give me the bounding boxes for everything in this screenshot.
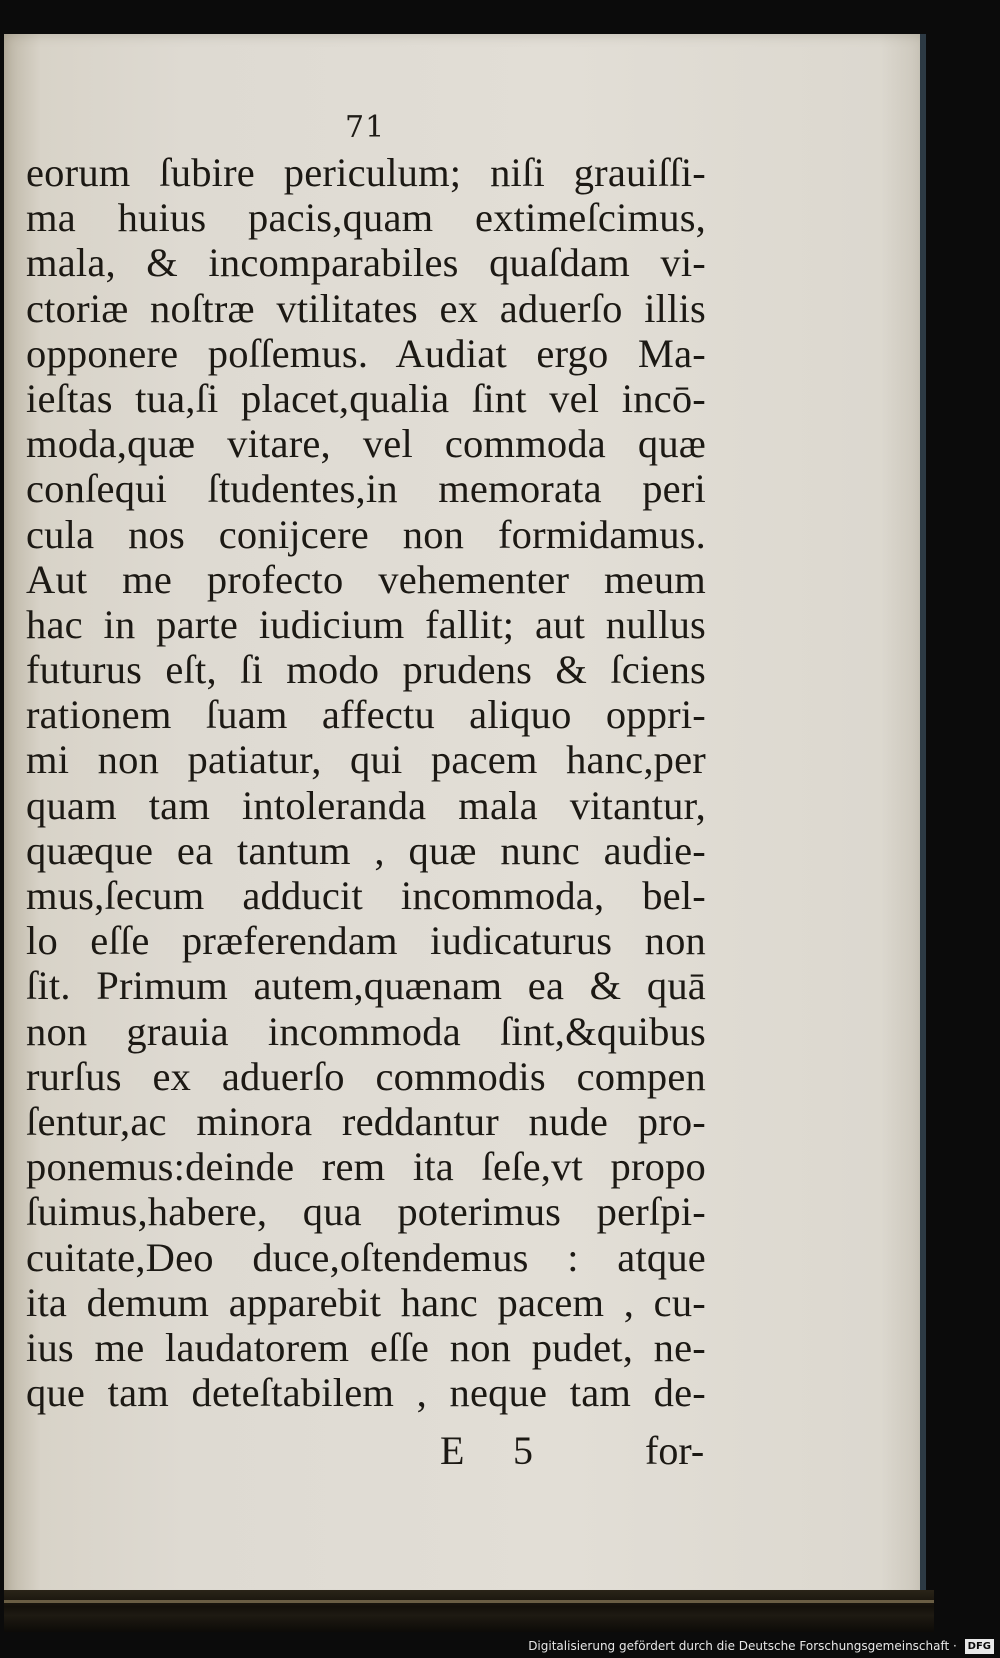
credit-text: Digitalisierung gefördert durch die Deutsche Forschungsgemeinschaft · — [528, 1639, 957, 1653]
text-line: hac in parte iudicium fallit; aut nullus — [26, 601, 706, 647]
text-line: rationem ſuam affectu aliquo oppri- — [26, 692, 706, 738]
text-line: futurus eſt, ſi modo prudens & ſciens — [26, 647, 706, 693]
text-line: ſuimus,habere, qua poterimus perſpi- — [26, 1189, 706, 1235]
text-line: cula nos conijcere non formidamus. — [26, 511, 706, 557]
digitization-credit — [528, 1636, 994, 1656]
text-line: quam tam intoleranda mala vitantur, — [26, 782, 706, 828]
text-line: moda,quæ vitare, vel commoda quæ — [26, 421, 706, 467]
text-line: mala, & incomparabiles quaſdam vi- — [26, 240, 706, 286]
text-line: ius me laudatorem eſſe non pudet, ne- — [26, 1324, 706, 1370]
book-bottom-edge — [4, 1590, 934, 1632]
page-edge — [920, 34, 926, 1602]
text-line: quæque ea tantum , quæ nunc audie- — [26, 827, 706, 873]
text-line: cuitate,Deo duce,oſtendemus : atque — [26, 1234, 706, 1280]
text-line: non grauia incommoda ſint,&quibus — [26, 1008, 706, 1054]
dfg-logo: DFG — [965, 1639, 994, 1654]
text-line: mi non patiatur, qui pacem hanc,per — [26, 737, 706, 783]
text-line: ſit. Primum autem,quænam ea & quā — [26, 963, 706, 1009]
text-line: lo eſſe præferendam iudicaturus non — [26, 918, 706, 964]
signature-number: 5 — [513, 1428, 533, 1473]
text-line: rurſus ex aduerſo commodis compen — [26, 1053, 706, 1099]
text-line: que tam deteſtabilem , neque tam de- — [26, 1370, 706, 1416]
page-number: 71 — [345, 110, 386, 145]
text-line: mus,ſecum adducit incommoda, bel- — [26, 873, 706, 918]
text-line: ita demum apparebit hanc pacem , cu- — [26, 1279, 706, 1325]
text-line: ctoriæ noſtræ vtilitates ex aduerſo illis — [26, 285, 706, 331]
text-line: conſequi ſtudentes,in memorata peri — [26, 466, 706, 512]
text-line: ma huius pacis,quam extimeſcimus, — [26, 195, 706, 241]
text-line: ſentur,ac minora reddantur nude pro- — [26, 1098, 706, 1144]
text-line: Aut me profecto vehementer meum — [26, 556, 706, 602]
text-line: opponere poſſemus. Audiat ergo Ma- — [26, 330, 706, 376]
signature-mark: E — [440, 1428, 465, 1473]
catchword: for- — [645, 1428, 705, 1473]
text-line: eorum ſubire periculum; niſi grauiſſi- — [26, 150, 706, 195]
text-line: ponemus:deinde rem ita ſeſe,vt propo — [26, 1144, 706, 1190]
body-text — [26, 150, 706, 1415]
book-bottom-edge-line — [4, 1600, 934, 1603]
text-line: ieſtas tua,ſi placet,qualia ſint vel incō- — [26, 375, 706, 421]
